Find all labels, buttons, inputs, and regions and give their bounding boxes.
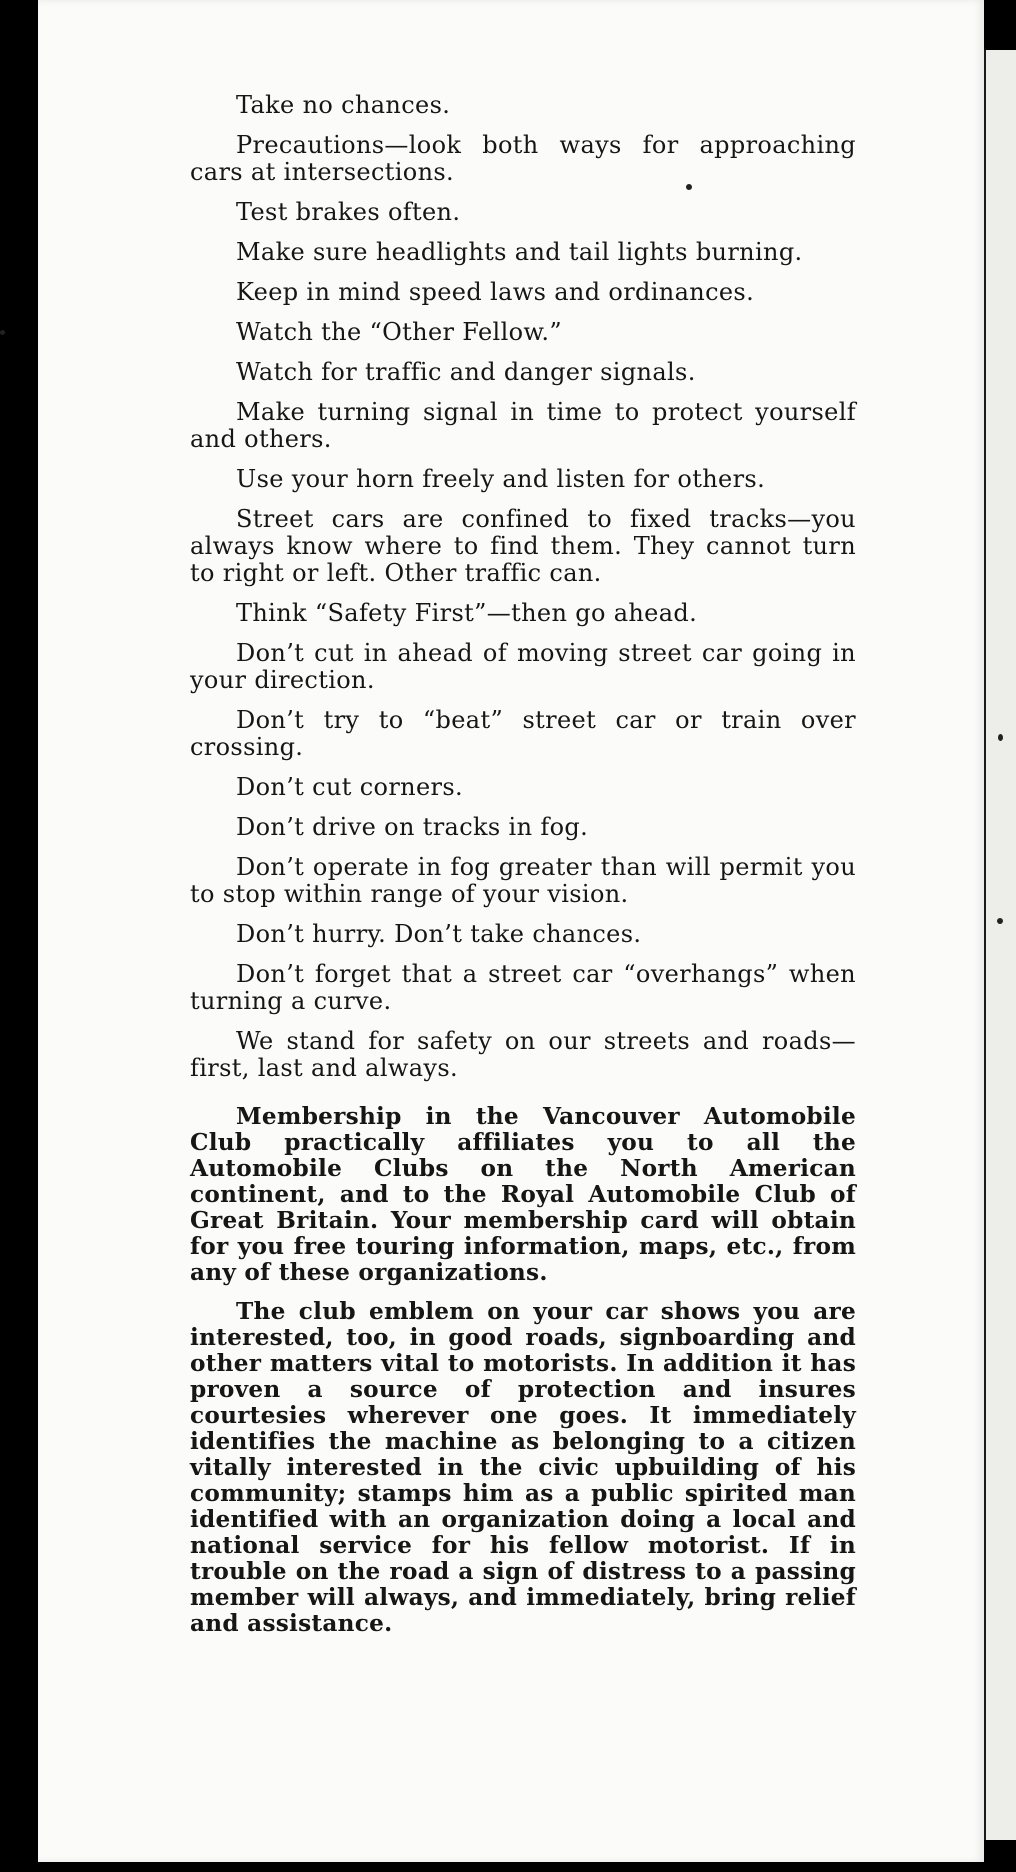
paragraph: Don’t operate in fog greater than will permit you to stop within range of your vision. (190, 853, 856, 908)
paragraph: Don’t cut corners. (236, 773, 463, 801)
paragraph: Don’t forget that a street car “overhangs” when turning a curve. (190, 960, 856, 1015)
paragraph: Test brakes often. (236, 198, 461, 226)
emblem-paragraph: The club emblem on your car shows you are interested, too, in good roads, signboarding and other matters vital to motorists. In addition it has proven a source of protection and insures courtesies wherever one goes. It immediately identifies the machine as belonging to a citizen vitally interested in the civic upbuilding of his community; stamps him as a public spirited man identified with an organization doing a local and national service for his fellow motorist. If in trouble on the road a sign of distress to a passing member will always, and immediately, bring relief and assistance. (190, 1298, 856, 1637)
paragraph: Don’t hurry. Don’t take chances. (236, 920, 642, 948)
print-speck (997, 918, 1003, 924)
paragraph: We stand for safety on our streets and roads—first, last and always. (190, 1027, 856, 1082)
paragraph: Don’t cut in ahead of moving street car going in your direction. (190, 639, 856, 694)
membership-paragraph: Membership in the Vancouver Automobile Club practically affiliates you to all the Automobile Clubs on the North American continent, and to the Royal Automobile Club of Great Britain. Your membership card will obtain for you free touring information, maps, etc., from any of these organizations. (190, 1103, 856, 1286)
paragraph: Don’t try to “beat” street car or train over crossing. (190, 706, 856, 761)
paragraph: Make sure headlights and tail lights burning. (236, 238, 803, 266)
print-speck (998, 734, 1003, 741)
print-speck (0, 330, 5, 335)
paragraph: Precautions—look both ways for approaching cars at intersections. (190, 131, 856, 186)
paragraph: Don’t drive on tracks in fog. (236, 813, 589, 841)
adjacent-page-edge (984, 50, 1016, 1840)
paragraph: Keep in mind speed laws and ordinances. (236, 278, 755, 306)
paragraph: Watch the “Other Fellow.” (236, 318, 563, 346)
paragraph: Think “Safety First”—then go ahead. (236, 599, 698, 627)
paragraph: Use your horn freely and listen for others. (236, 465, 766, 493)
paragraph: Street cars are confined to fixed tracks—you always know where to find them. They cannot turn to right or left. Other traffic can. (190, 505, 856, 587)
paragraph: Watch for traffic and danger signals. (236, 358, 696, 386)
print-speck (686, 184, 692, 190)
page-text (190, 92, 856, 1650)
paragraph: Take no chances. (236, 91, 451, 119)
paragraph: Make turning signal in time to protect yourself and others. (190, 398, 856, 453)
